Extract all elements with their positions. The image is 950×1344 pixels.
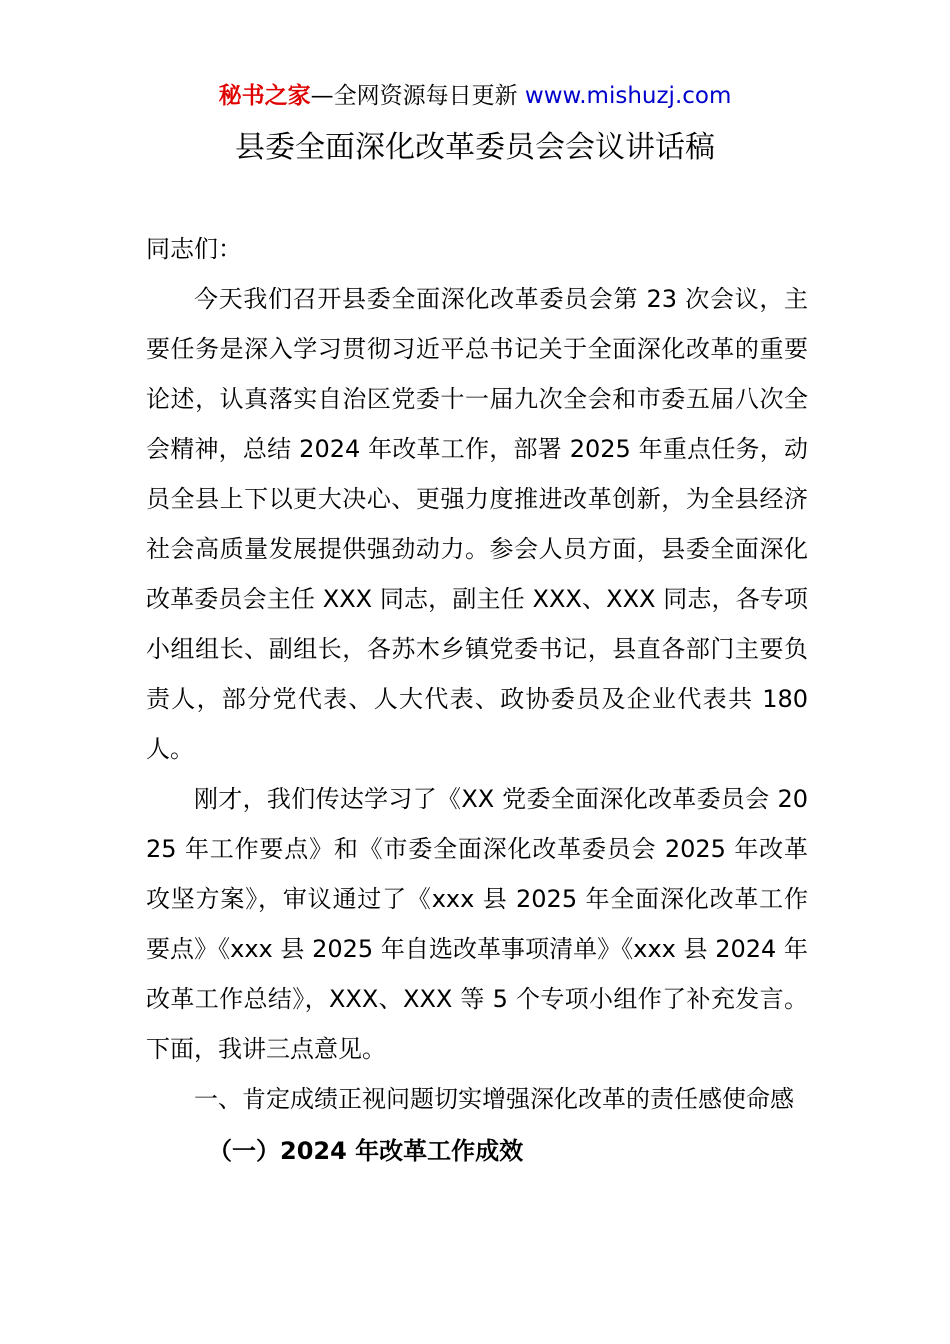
brand-name: 秘书之家 [218, 83, 311, 109]
document-body [146, 224, 808, 1176]
document-title: 县委全面深化改革委员会会议讲话稿 [235, 130, 715, 165]
salutation: 同志们： [146, 235, 242, 263]
body-paragraph-2: 刚才，我们传达学习了《XX 党委全面深化改革委员会 2025 年工作要点》和《市委全面深化改革委员会 2025 年改革攻坚方案》，审议通过了《xxx 县 2025 年全面深化改革工作要点》《xxx 县 2025 年自选改革事项清单》《xxx 县 2024 年改革工作总结》，XXX、XXX 等 5 个专项小组作了补充发言。下面，我讲三点意见。 [146, 785, 808, 1063]
subsection-heading: （一）2024 年改革工作成效 [208, 1137, 524, 1165]
body-paragraph-1: 今天我们召开县委全面深化改革委员会第 23 次会议，主要任务是深入学习贯彻习近平总书记关于全面深化改革的重要论述，认真落实自治区党委十一届九次全会和市委五届八次全会精神，总结 2024 年改革工作，部署 2025 年重点任务，动员全县上下以更大决心、更强力度推进改革创新，为全县经济社会高质量发展提供强劲动力。参会人员方面，县委全面深化改革委员会主任 XXX 同志，副主任 XXX、XXX 同志，各专项小组组长、副组长，各苏木乡镇党委书记，县直各部门主要负责人，部分党代表、人大代表、政协委员及企业代表共 180 人。 [146, 285, 808, 763]
site-header [0, 80, 950, 112]
site-url-link[interactable]: www.mishuzj.com [524, 83, 732, 109]
section-heading: 一、肯定成绩正视问题切实增强深化改革的责任感使命感 [194, 1085, 794, 1113]
header-tagline: —全网资源每日更新 [310, 83, 525, 109]
